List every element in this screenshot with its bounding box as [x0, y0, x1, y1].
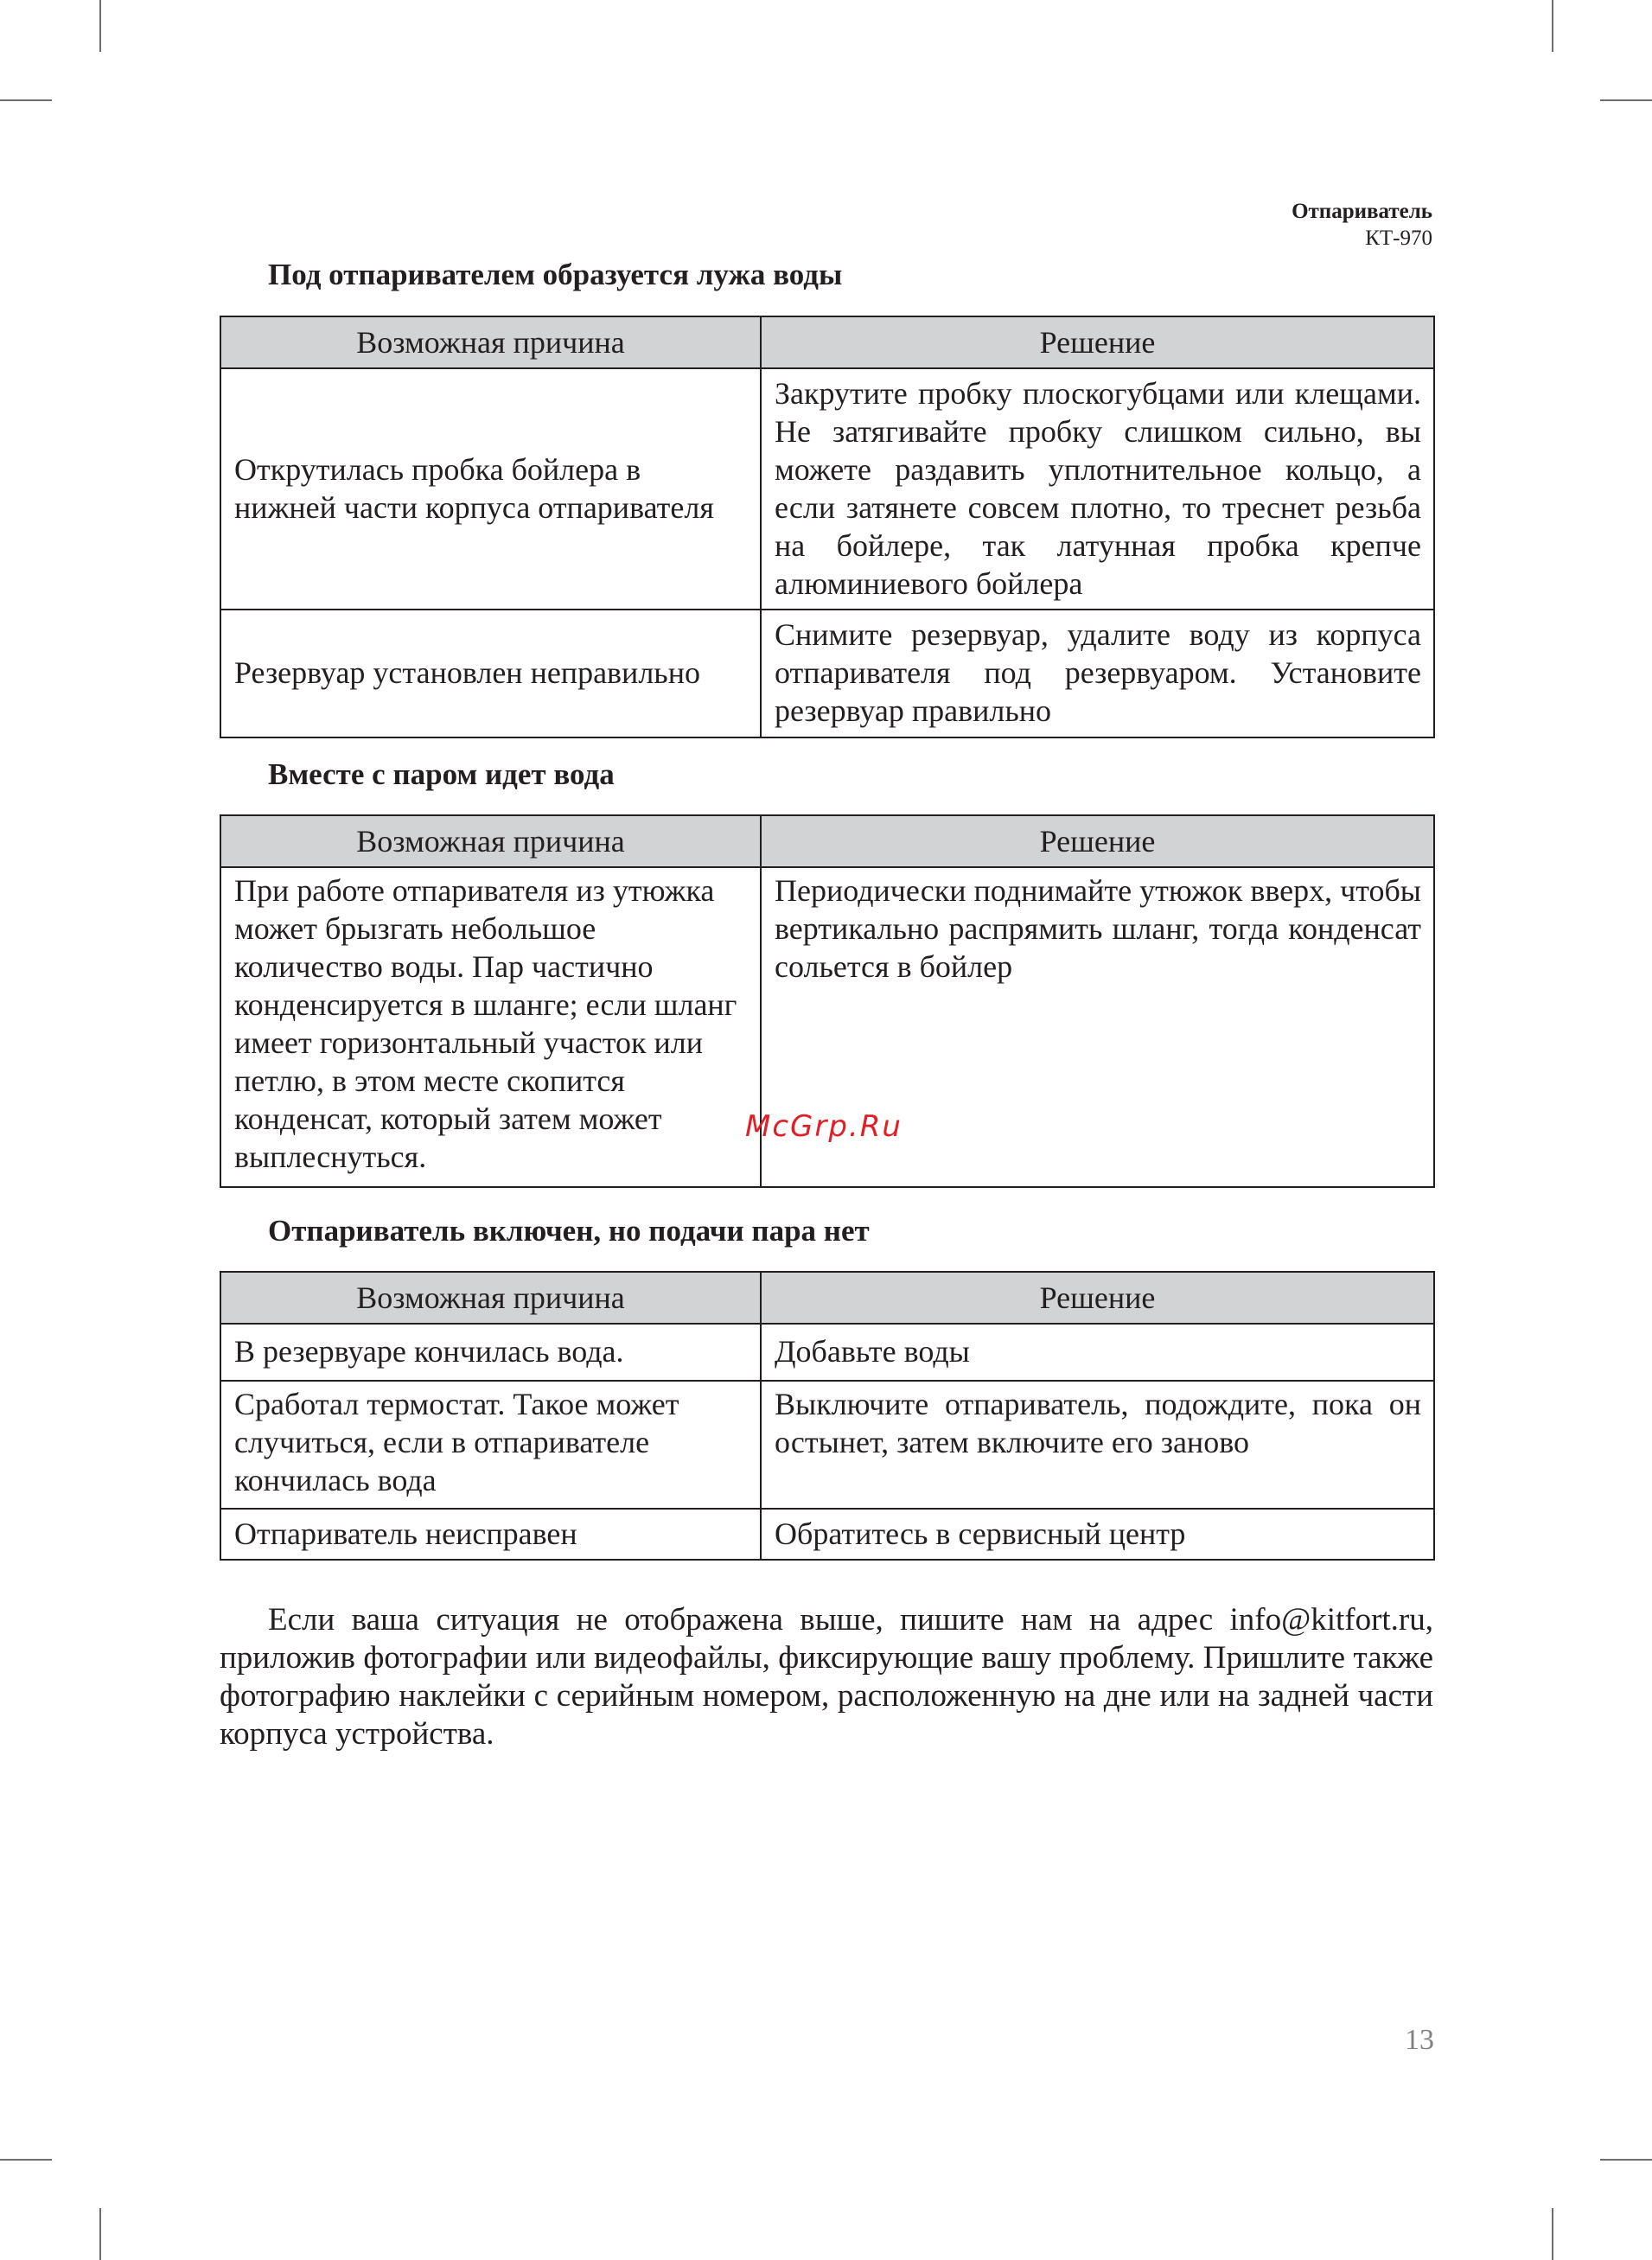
crop-mark: [99, 0, 101, 52]
section-title: Под отпаривателем образуется лужа воды: [268, 258, 843, 291]
solution-cell: Закрутите пробку плоскогубцами или клещами. Не затягивайте пробку слишком сильно, вы можете раздавить уплотнительное кольцо, а если затянете совсем плотно, то треснет резьба на бойлере, так латунная пробка крепче алюминиевого бойлера: [761, 368, 1434, 610]
section-title: Отпариватель включен, но подачи пара нет: [268, 1214, 870, 1248]
watermark: McGrp.Ru: [745, 1109, 903, 1144]
column-header-cause: Возможная причина: [220, 815, 761, 867]
header-model: КТ-970: [1365, 227, 1432, 250]
cause-cell: Резервуар установлен неправильно: [220, 610, 761, 737]
crop-mark: [1600, 2159, 1652, 2161]
solution-cell: Выключите отпариватель, подождите, пока он остынет, затем включите его заново: [761, 1381, 1434, 1509]
solution-cell: Снимите резервуар, удалите воду из корпуса отпаривателя под резервуаром. Установите резервуар правильно: [761, 610, 1434, 737]
cause-cell: Отпариватель неисправен: [220, 1509, 761, 1560]
running-header: [1292, 198, 1432, 252]
page-number: 13: [1405, 2024, 1434, 2056]
table-row: [220, 610, 1434, 737]
cause-cell: При работе отпаривателя из утюжка может брызгать небольшое количество воды. Пар частично конденсируется в шланге; если шланг имеет горизонтальный участок или петлю, в этом месте скопится конденсат, который затем может выплеснуться.: [220, 867, 761, 1187]
header-product: Отпариватель: [1292, 200, 1432, 223]
table-header-row: [220, 1272, 1434, 1324]
troubleshooting-table: [220, 1271, 1435, 1561]
crop-mark: [1552, 2208, 1553, 2260]
table-row: [220, 1324, 1434, 1381]
table-row: [220, 368, 1434, 610]
troubleshooting-table: [220, 316, 1435, 738]
cause-cell: Сработал термостат. Такое может случиться, если в отпаривателе кончилась вода: [220, 1381, 761, 1509]
column-header-solution: Решение: [761, 1272, 1434, 1324]
cause-cell: В резервуаре кончилась вода.: [220, 1324, 761, 1381]
cause-cell: Открутилась пробка бойлера в нижней части корпуса отпаривателя: [220, 368, 761, 610]
crop-mark: [1552, 0, 1553, 52]
column-header-solution: Решение: [761, 815, 1434, 867]
solution-cell: Периодически поднимайте утюжок вверх, чтобы вертикально распрямить шланг, тогда конденсат сольется в бойлер: [761, 867, 1434, 1187]
column-header-cause: Возможная причина: [220, 1272, 761, 1324]
column-header-cause: Возможная причина: [220, 316, 761, 368]
crop-mark: [0, 2159, 52, 2161]
section-title: Вместе с паром идет вода: [268, 757, 615, 791]
crop-mark: [99, 2208, 101, 2260]
crop-mark: [1600, 99, 1652, 101]
solution-cell: Добавьте воды: [761, 1324, 1434, 1381]
table-row: [220, 1381, 1434, 1509]
table-header-row: [220, 815, 1434, 867]
crop-mark: [0, 99, 52, 101]
table-header-row: [220, 316, 1434, 368]
column-header-solution: Решение: [761, 316, 1434, 368]
solution-cell: Обратитесь в сервисный центр: [761, 1509, 1434, 1560]
contact-paragraph: Если ваша ситуация не отображена выше, пишите нам на адрес info@kitfort.ru, приложив фотографии или видеофайлы, фиксирующие вашу проблему. Пришлите также фотографию наклейки с серийным номером, расположенную на дне или на задней части корпуса устройства.: [220, 1602, 1433, 1752]
table-row: [220, 1509, 1434, 1560]
